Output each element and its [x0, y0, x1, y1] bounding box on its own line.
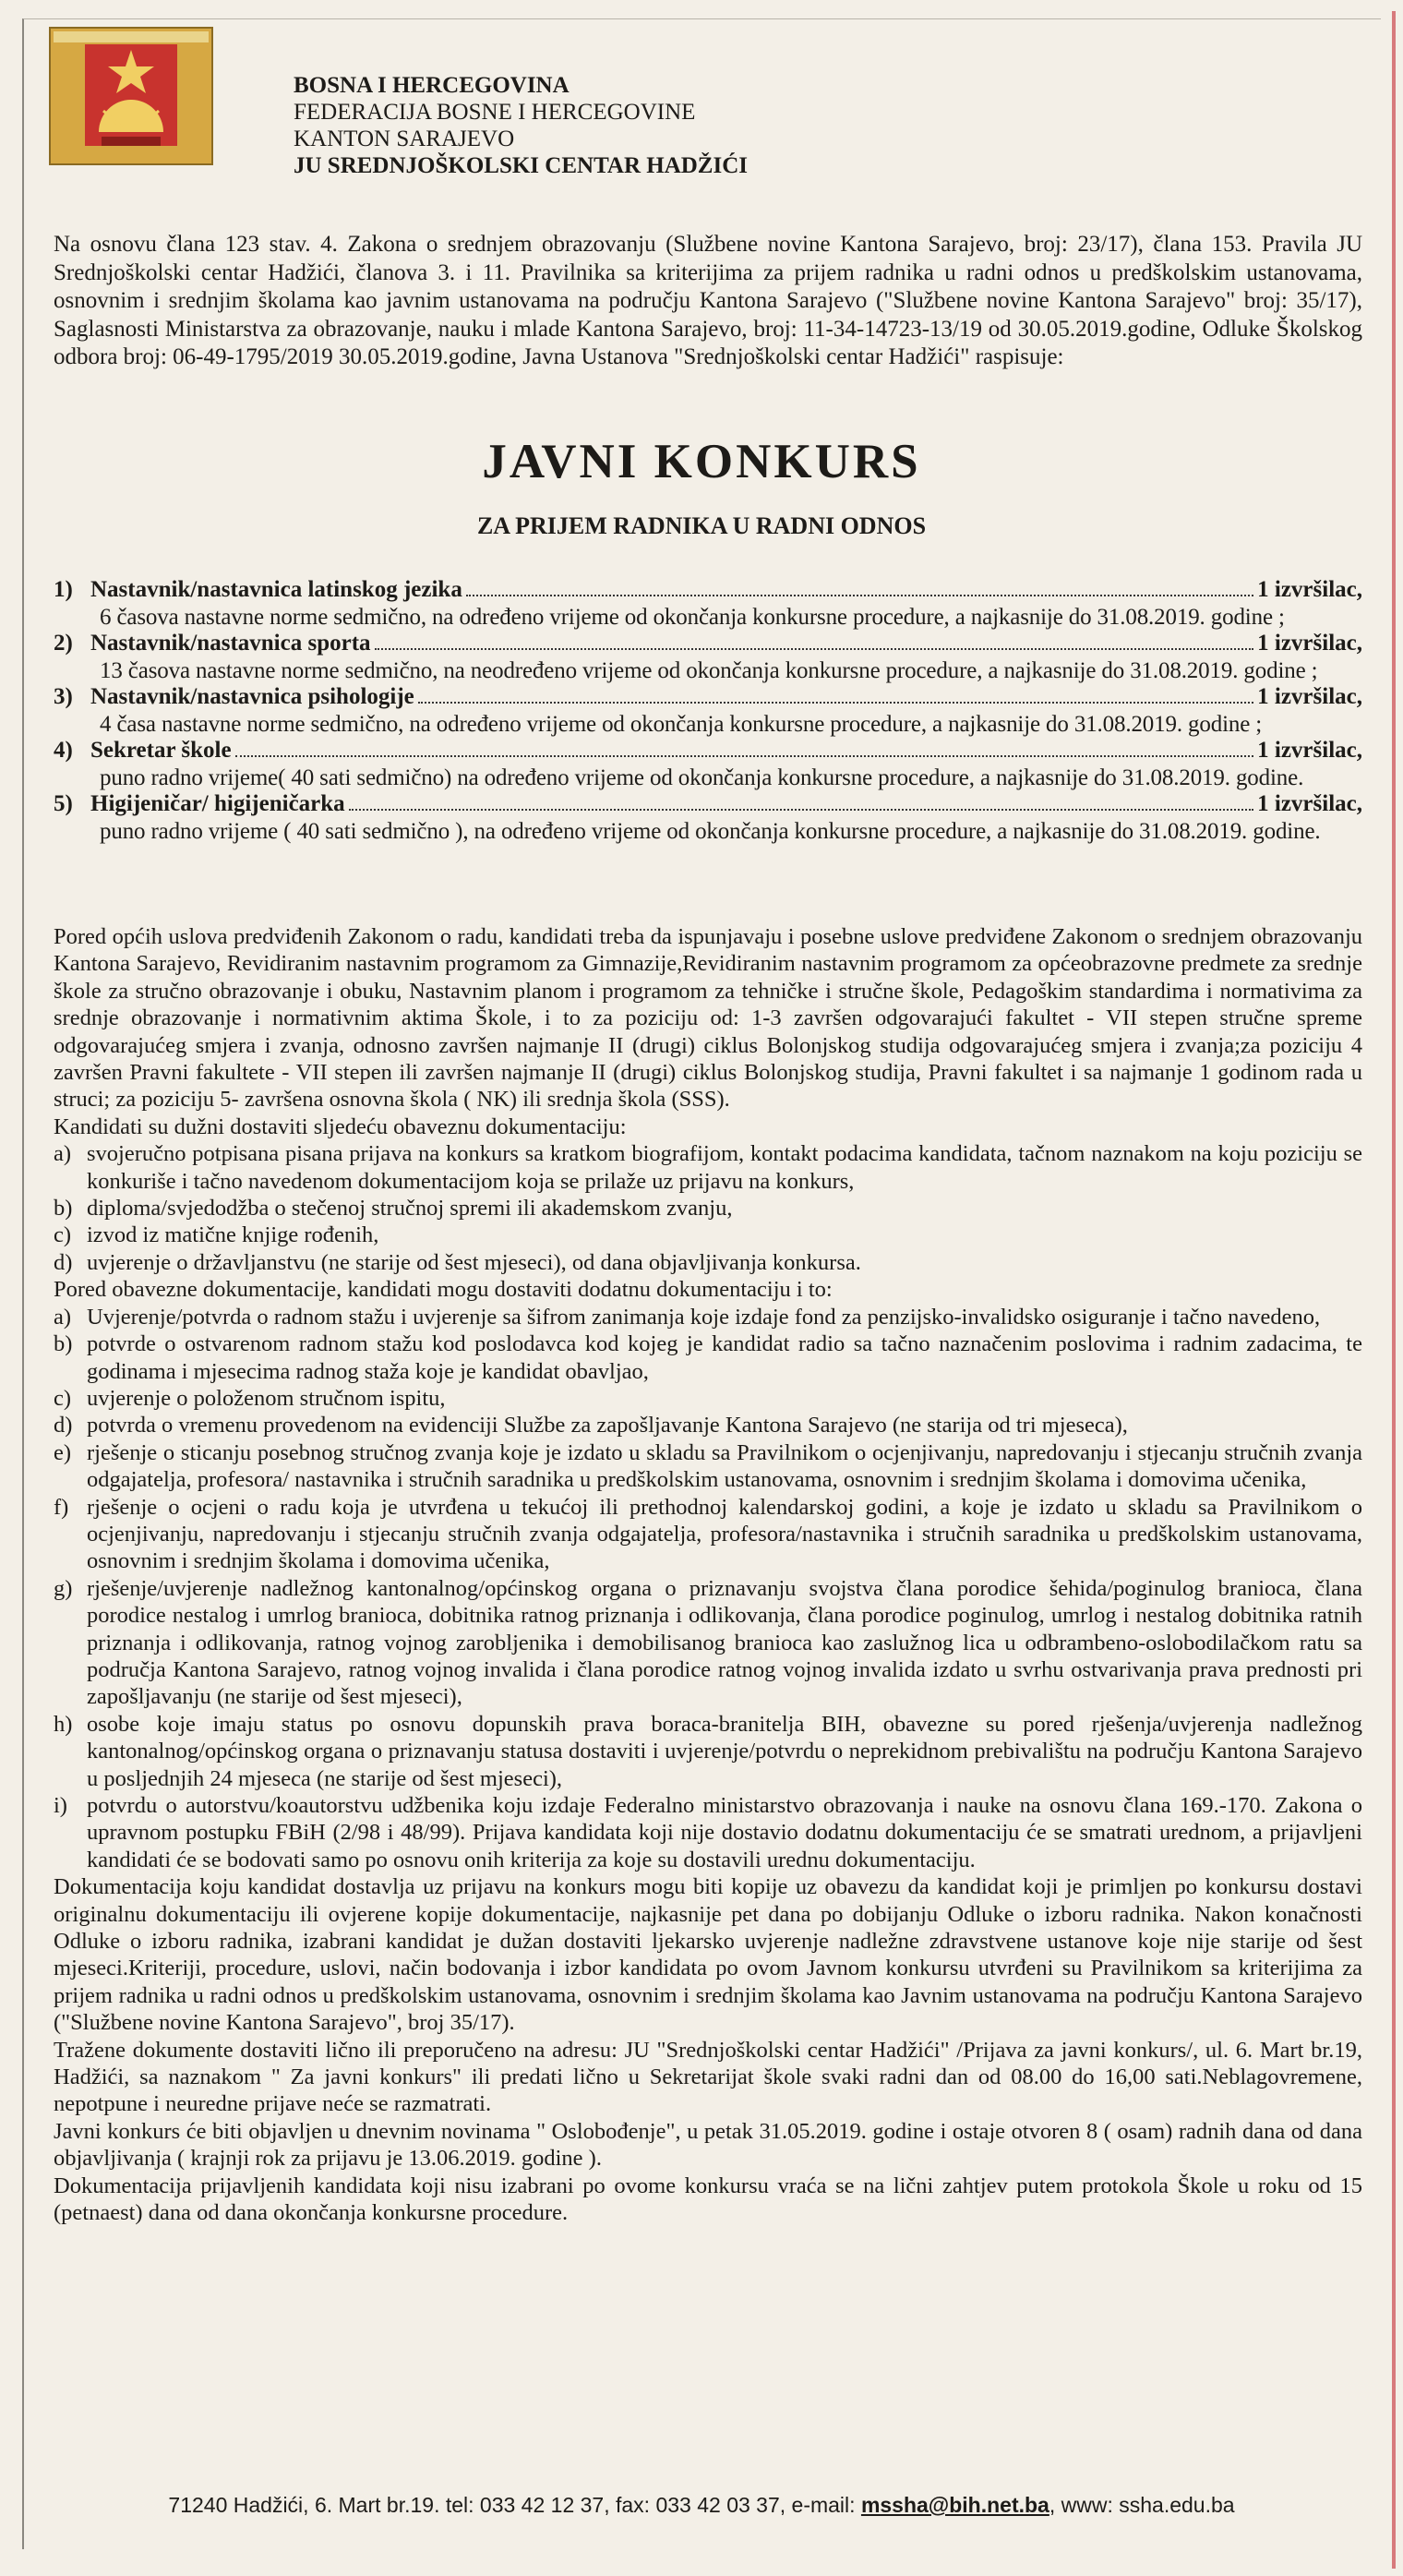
position-count: 1 izvršilac, [1257, 791, 1362, 816]
item-letter: a) [54, 1141, 72, 1167]
item-letter: d) [54, 1249, 73, 1275]
item-letter: i) [54, 1793, 67, 1818]
list-item [54, 1412, 1362, 1438]
list-item [54, 1222, 1362, 1248]
header-block [294, 72, 748, 179]
list-item [54, 1330, 1362, 1385]
position-count: 1 izvršilac, [1257, 738, 1362, 763]
position-number: 3) [54, 684, 73, 709]
position-number: 1) [54, 577, 73, 602]
item-text: rješenje/uvjerenje nadležnog kantonalnog/općinskog organa o priznavanju svojstva člana porodice šehida/poginulog branioca, člana porodice nestalog i umrlog branioca, dobitnika ratnog priznanja i odlikovanja, člana porodice poginulog, umrlog i nestalog dobitnika ratnih priznanja i odlikovanja, ratnog vojnog zarobljenika i demobilisanog branioca kao zaslužnog lica u odbrambeno-oslobodilačkom ratu sa područja Kantona Sarajevo, ratnog vojnog invalida i člana porodice ratnog vojnog invalida izdato u svrhu ostvarivanja prava prednosti pri zapošljavanju (ne starije od šest mjeseci), [87, 1575, 1362, 1710]
closing-paragraph: Dokumentacija prijavljenih kandidata koji nisu izabrani po ovome konkursu vraća se na lični zahtjev putem protokola Škole u roku od 15 (petnaest) dana od dana okončanja konkursne procedure. [54, 2173, 1362, 2226]
item-text: rješenje o sticanju posebnog stručnog zvanja koje je izdato u skladu sa Pravilnikom o ocjenjivanju, napredovanju i stjecanju stručnih zvanja odgajatelja, profesora/ nastavnika i stručnih saradnika u predškolskim ustanovama, osnovnim i srednjim školama i domovima učenika, [87, 1439, 1362, 1493]
position-detail: puno radno vrijeme ( 40 sati sedmično ), na određeno vrijeme od okončanja konkursne procedure, a najkasnije do 31.08.2019. godine. [100, 819, 1321, 844]
additional-heading: Pored obavezne dokumentacije, kandidati mogu dostaviti dodatnu dokumentaciju i to: [54, 1277, 833, 1303]
position-count: 1 izvršilac, [1257, 684, 1362, 709]
position-name: Nastavnik/nastavnica psihologije [90, 684, 414, 709]
document-title: JAVNI KONKURS [482, 435, 921, 488]
list-item [54, 1195, 1362, 1222]
closing-paragraph: Dokumentacija koju kandidat dostavlja uz prijavu na konkurs mogu biti kopije uz obavezu da kandidat koji je primljen po konkursu dostavi originalnu dokumentaciju ili ovjerene kopije dokumentacije, najkasnije pet dana po dobijanju Odluke o izboru radnika. Nakon konačnosti Odluke o izboru radnika, izabrani kandidat je dužan dostaviti ljekarsko uvjerenje nadležne zdravstvene ustanove koje nije starije od šest mjeseci.Kriteriji, procedure, uslovi, način bodovanja i izbor kandidata po ovom Javnom konkursu utvrđeni su Pravilnikom sa kriterijima za prijem radnika u radni odnos u predškolskim ustanovama, osnovnim i srednjim školama kao Javnim ustanovama na području Kantona Sarajevo ("Službene novine Kantona Sarajevo", broj 35/17). [54, 1874, 1362, 2036]
item-text: izvod iz matične knjige rođenih, [87, 1222, 379, 1248]
item-letter: e) [54, 1439, 72, 1465]
school-name: JU SREDNJOŠKOLSKI CENTAR HADŽIĆI [294, 153, 748, 178]
list-item [54, 1494, 1362, 1575]
position-name: Higijeničar/ higijeničarka [90, 791, 345, 816]
position-name: Nastavnik/nastavnica latinskog jezika [90, 577, 462, 602]
position-count: 1 izvršilac, [1257, 631, 1362, 656]
position-item [54, 684, 1362, 738]
position-number: 2) [54, 631, 73, 656]
item-text: svojeručno potpisana pisana prijava na konkurs sa kratkom biografijom, kontakt podacima kandidata, tačnom naznakom na koju poziciju se konkuriše i tačno navedenom dokumentacijom koja se prilaže uz prijavu na konkurs, [87, 1141, 1362, 1194]
position-number: 4) [54, 738, 73, 763]
list-item [54, 1304, 1362, 1330]
closing-paragraph: Javni konkurs će biti objavljen u dnevnim novinama " Oslobođenje", u petak 31.05.2019. godine i ostaje otvoren 8 ( osam) radnih dana od dana objavljivanja ( krajnji rok za prijavu je 13.06.2019. godine ). [54, 2118, 1362, 2172]
mandatory-heading: Kandidati su dužni dostaviti sljedeću obaveznu dokumentaciju: [54, 1113, 627, 1139]
list-item [54, 1140, 1362, 1195]
leader-dots [349, 809, 1253, 811]
item-text: potvrde o ostvarenom radnom stažu kod poslodavca kod kojeg je kandidat radio sa tačno naznačenim poslovima i radnim zadacima, te godinama i mjesecima radnog staža koje je kandidat obavljao, [87, 1331, 1362, 1384]
item-text: uvjerenje o državljanstvu (ne starije od šest mjeseci), od dana objavljivanja konkursa. [87, 1249, 861, 1275]
item-letter: g) [54, 1575, 73, 1601]
email-link[interactable]: mssha@bih.net.ba [860, 2493, 1049, 2517]
item-letter: h) [54, 1711, 73, 1737]
country-name: BOSNA I HERCEGOVINA [294, 73, 570, 98]
position-item [54, 791, 1362, 845]
footer-address: 71240 Hadžići, 6. Mart br.19. tel: 033 42 12 37, fax: 033 42 03 37, e-mail: [168, 2493, 861, 2517]
intro-paragraph: Na osnovu člana 123 stav. 4. Zakona o srednjem obrazovanju (Službene novine Kantona Sarajevo, broj: 23/17), člana 153. Pravila JU Srednjoškolski centar Hadžići, članova 3. i 11. Pravilnika sa kriterijima za prijem radnika u radni odnos u predškolskim ustanovama, osnovnim i srednjim školama kao javnim ustanovama na području Kantona Sarajevo ("Službene novine Kantona Sarajevo" broj: 35/17), Saglasnosti Ministarstva za obrazovanje, nauku i mlade Kantona Sarajevo, broj: 11-34-14723-13/19 od 30.05.2019.godine, Odluke Školskog odbora broj: 06-49-1795/2019 30.05.2019.godine, Javna Ustanova "Srednjoškolski centar Hadžići" raspisuje: [54, 232, 1362, 369]
item-text: potvrda o vremenu provedenom na evidenciji Službe za zapošljavanje Kantona Sarajevo (ne starija od tri mjeseca), [87, 1413, 1128, 1438]
leader-dots [235, 755, 1254, 757]
canton-name: KANTON SARAJEVO [294, 126, 515, 151]
position-detail: 13 časova nastavne norme sedmično, na neodređeno vrijeme od okončanja konkursne procedure, a najkasnije do 31.08.2019. godine ; [100, 658, 1318, 683]
positions-list [54, 577, 1362, 845]
position-number: 5) [54, 791, 73, 816]
item-text: potvrdu o autorstvu/koautorstvu udžbenika koju izdaje Federalno ministarstvo obrazovanja i nauke na osnovu člana 169.-170. Zakona o upravnom postupku FBiH (2/98 i 48/99). Prijava kandidata koji nije dostavio dodatnu dokumentaciju će se smatrati urednom, a prijavljeni kandidati će se bodovati samo po osnovu onih kriterija za koje su dostavili urednu dokumentaciju. [87, 1793, 1362, 1872]
position-name: Nastavnik/nastavnica sporta [90, 631, 371, 656]
position-item [54, 738, 1362, 791]
position-detail: 6 časova nastavne norme sedmično, na određeno vrijeme od okončanja konkursne procedure, a najkasnije do 31.08.2019. godine ; [100, 605, 1285, 630]
conditions-paragraph: Pored općih uslova predviđenih Zakonom o radu, kandidati treba da ispunjavaju i posebne uslove predviđene Zakonom o srednjem obrazovanju Kantona Sarajevo, Revidiranim nastavnim programom za Gimnazije,Revidiranim nastavnim programom za općeobrazovne predmete za srednje škole za stručno obrazovanje i obuku, Nastavnim planom i programom za tehničke i stručne škole, Pedagoškim standardima i normativima za srednje obrazovanje i normativnim aktima Škole, i to za poziciju od: 1-3 završen odgovarajući fakultet - VII stepen stručne spreme odgovarajućeg smjera i zvanja, odnosno završen najmanje II (drugi) ciklus Bolonjskog studija odgovarajućeg smjera i zvanja;za poziciju 4 završen Pravni fakultete - VII stepen ili završen najmanje II (drugi) ciklus Bolonjskog studija, Pravni fakultet i sa najmanje 1 godinom rada u struci; za poziciju 5- završena osnovna škola ( NK) ili srednja škola (SSS). [54, 924, 1362, 1113]
closing-paragraph: Tražene dokumente dostaviti lično ili preporučeno na adresu: JU "Srednjoškolski centar Hadžići" /Prijava za javni konkurs/, ul. 6. Mart br.19, Hadžići, sa naznakom " Za javni konkurs" ili predati lično u Sekretarijat škole svaki radni dan od 08.00 do 16,00 sati.Neblagovremene, nepotpune i neuredne prijave neće se razmatrati. [54, 2037, 1362, 2117]
position-item [54, 577, 1362, 631]
list-item [54, 1385, 1362, 1412]
leader-dots [375, 648, 1254, 650]
position-count: 1 izvršilac, [1257, 577, 1362, 602]
footer-contact [0, 2493, 1403, 2518]
leader-dots [466, 595, 1253, 596]
item-letter: d) [54, 1413, 73, 1438]
federation-name: FEDERACIJA BOSNE I HERCEGOVINE [294, 100, 696, 125]
list-item [54, 1575, 1362, 1711]
list-item [54, 1711, 1362, 1792]
item-letter: a) [54, 1304, 72, 1330]
item-text: rješenje o ocjeni o radu koja je utvrđena u tekućoj ili prethodnoj kalendarskoj godini, a koje je izdato u skladu sa Pravilnikom o ocjenjivanju, napredovanju i stjecanju stručnih zvanja odgajatelja, profesora/nastavnika i stručnih saradnika u predškolskim ustanovama, osnovnim i srednjim školama i domovima učenika, [87, 1494, 1362, 1574]
item-letter: c) [54, 1222, 72, 1248]
document-body [54, 923, 1362, 2227]
item-letter: b) [54, 1331, 73, 1357]
item-text: osobe koje imaju status po osnovu dopunskih prava boraca-branitelja BIH, obavezne su pored rješenja/uvjerenja nadležnog kantonalnog/općinskog organa o priznavanju statusa dostaviti i uvjerenje/potvrdu o neprekidnom prebivalištu na području Kantona Sarajevo u posljednjih 24 mjeseca (ne starije od šest mjeseci), [87, 1711, 1362, 1791]
school-logo [48, 26, 214, 166]
list-item [54, 1792, 1362, 1873]
position-item [54, 631, 1362, 684]
item-letter: b) [54, 1196, 73, 1222]
margin-line [1392, 11, 1396, 2569]
position-name: Sekretar škole [90, 738, 232, 763]
list-item [54, 1439, 1362, 1494]
position-detail: 4 časa nastavne norme sedmično, na određeno vrijeme od okončanja konkursne procedure, a najkasnije do 31.08.2019. godine ; [100, 712, 1263, 737]
item-text: uvjerenje o položenom stručnom ispitu, [87, 1385, 446, 1411]
leader-dots [418, 702, 1253, 704]
item-letter: f) [54, 1494, 69, 1520]
item-text: diploma/svjedodžba o stečenoj stručnoj spremi ili akademskom zvanju, [87, 1196, 733, 1222]
item-letter: c) [54, 1385, 72, 1411]
document-subtitle: ZA PRIJEM RADNIKA U RADNI ODNOS [476, 512, 927, 539]
footer-web: , www: ssha.edu.ba [1049, 2493, 1235, 2517]
list-item [54, 1249, 1362, 1276]
item-text: Uvjerenje/potvrda o radnom stažu i uvjerenje sa šifrom zanimanja koje izdaje fond za penzijsko-invalidsko osiguranje i tačno navedeno, [87, 1304, 1321, 1330]
position-detail: puno radno vrijeme( 40 sati sedmično) na određeno vrijeme od okončanja konkursne procedure, a najkasnije do 31.08.2019. godine. [100, 765, 1304, 790]
